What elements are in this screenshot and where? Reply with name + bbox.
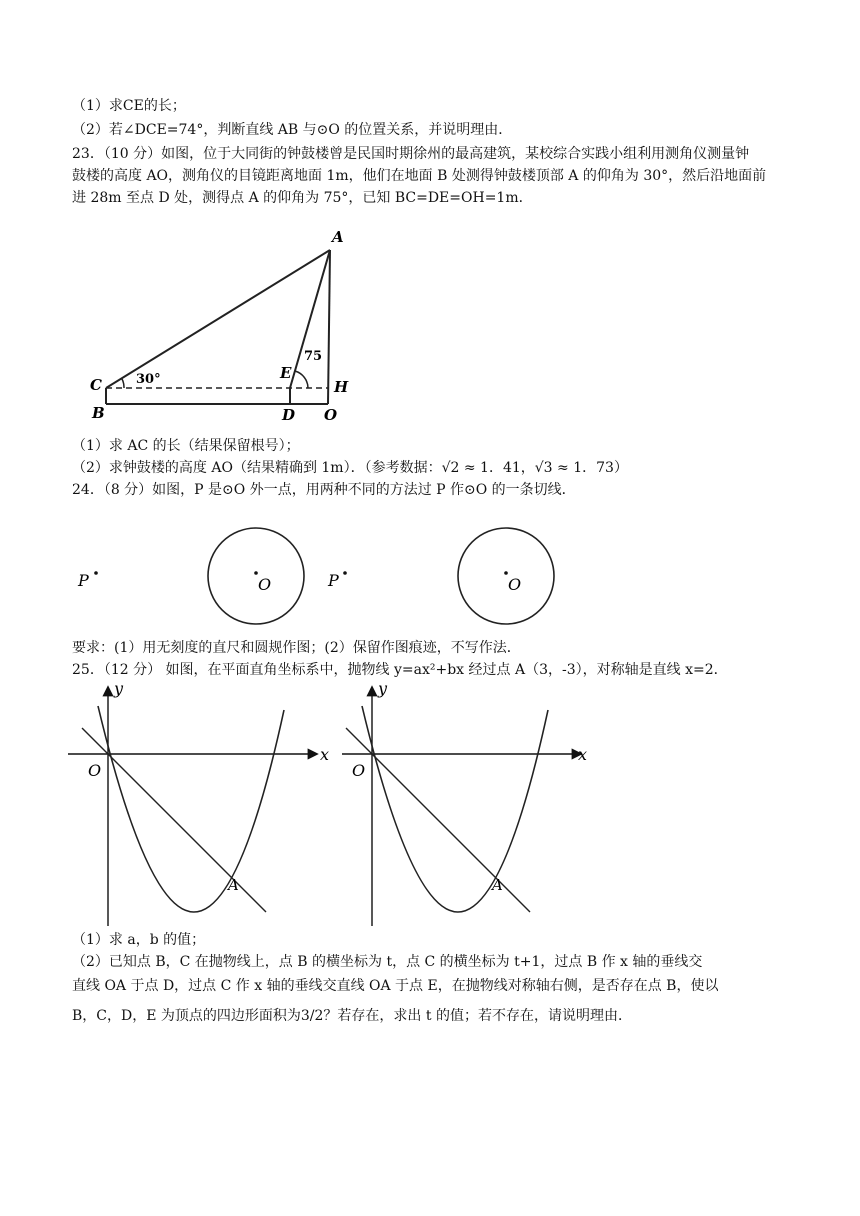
q23-label-c: C <box>90 376 102 394</box>
q23-line2: 鼓楼的高度 AO，测角仪的目镜距离地面 1m，他们在地面 B 处测得钟鼓楼顶部 A 的仰角为 30°，然后沿地面前 <box>72 168 767 184</box>
q25-figure-left <box>64 680 344 930</box>
q23-part1: （1）求 AC 的长（结果保留根号）； <box>72 438 300 454</box>
q25-part1: （1）求 a，b 的值； <box>72 932 206 948</box>
q23-figure <box>80 222 380 428</box>
q25-right-a: A <box>492 876 503 894</box>
q24-line1: 24．（8 分）如图，P 是⊙O 外一点，用两种不同的方法过 P 作⊙O 的一条切线． <box>72 482 576 498</box>
q25-left-a: A <box>228 876 239 894</box>
q25-part2-line1: （2）已知点 B，C 在抛物线上，点 B 的横坐标为 t，点 C 的横坐标为 t+1，过点 B 作 x 轴的垂线交 <box>72 954 703 970</box>
q24-label-p1: P <box>78 571 89 590</box>
q22-part2: （2）若∠DCE=74°，判断直线 AB 与⊙O 的位置关系，并说明理由． <box>72 122 513 138</box>
q23-label-a: A <box>332 228 344 246</box>
q25-figure-right <box>328 680 608 930</box>
q23-label-o: O <box>324 406 338 424</box>
q25-part2-line2: 直线 OA 于点 D，过点 C 作 x 轴的垂线交直线 OA 于点 E，在抛物线对称轴右侧，是否存在点 B，使以 <box>72 978 719 994</box>
q24-figure <box>72 516 592 626</box>
q23-angle-e: 75 <box>304 349 323 364</box>
circle-o-1 <box>208 528 304 624</box>
q24-label-o2: O <box>508 575 522 594</box>
circle-o-2 <box>458 528 554 624</box>
q23-label-h: H <box>334 378 349 396</box>
q23-label-d: D <box>282 406 296 424</box>
q24-label-o1: O <box>258 575 272 594</box>
q25-left-o: O <box>88 761 102 780</box>
q23-angle-c: 30° <box>136 372 161 387</box>
q25-right-x: x <box>578 745 588 764</box>
q22-part1: （1）求CE的长； <box>72 98 186 114</box>
q25-right-y: y <box>378 680 388 698</box>
q25-left-y: y <box>114 680 124 698</box>
q25-left-x: x <box>320 745 330 764</box>
q24-requirement: 要求：(1）用无刻度的直尺和圆规作图；(2）保留作图痕迹，不写作法． <box>72 640 521 656</box>
q23-part2: （2）求钟鼓楼的高度 AO（结果精确到 1m）．（参考数据：√2 ≈ 1．41，√3 ≈ 1．73） <box>72 460 628 476</box>
q24-label-p2: P <box>328 571 339 590</box>
q25-part2-line3: B，C，D，E 为顶点的四边形面积为3/2？若存在，求出 t 的值；若不存在，请说明理由． <box>72 1008 632 1024</box>
q25-line1: 25．（12 分） 如图，在平面直角坐标系中，抛物线 y=ax²+bx 经过点 A（3，-3），对称轴是直线 x=2． <box>72 662 728 678</box>
q23-label-e: E <box>280 364 292 382</box>
q23-line3: 进 28m 至点 D 处，测得点 A 的仰角为 75°，已知 BC=DE=OH=1m． <box>72 190 533 206</box>
q23-label-b: B <box>92 404 105 422</box>
q25-right-o: O <box>352 761 366 780</box>
q23-line1: 23．（10 分）如图，位于大同街的钟鼓楼曾是民国时期徐州的最高建筑，某校综合实践小组利用测角仪测量钟 <box>72 146 750 162</box>
